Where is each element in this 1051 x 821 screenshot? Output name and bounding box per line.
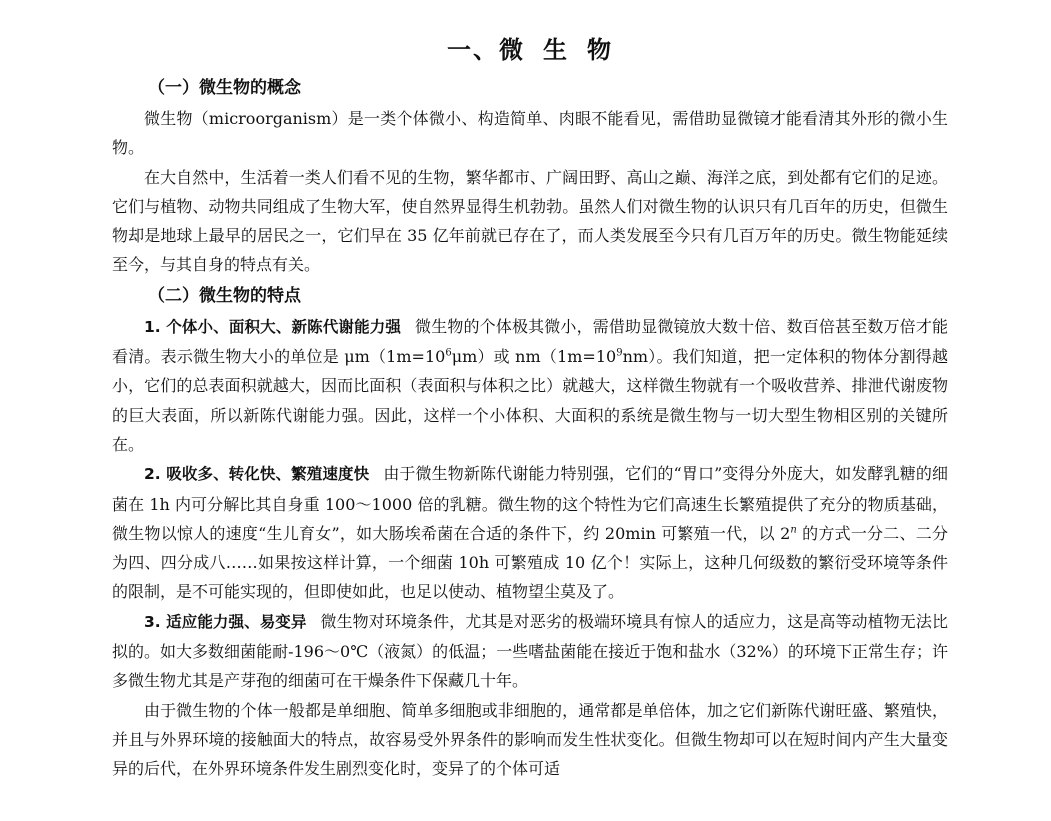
feature-1-exponent-2: 9 [616, 347, 623, 359]
feature-2-exponent: n [790, 524, 797, 536]
paragraph-variation: 由于微生物的个体一般都是单细胞、简单多细胞或非细胞的，通常都是单倍体，加之它们新陈代谢旺盛、繁殖快，并且与外界环境的接触面大的特点，故容易受外界条件的影响而发生性状变化。但微生物却可以在短时间内产生大量变异的后代，在外界环境条件发生剧烈变化时，变异了的个体可适 [112, 700, 948, 779]
title-part-3: 物 [587, 35, 613, 64]
feature-1-lead: 1. 个体小、面积大、新陈代谢能力强 [144, 317, 402, 336]
title-part-1: 一、微 [447, 35, 525, 64]
paragraph-definition: 微生物（microorganism）是一类个体微小、构造简单、肉眼不能看见，需借助显微镜才能看清其外形的微小生物。 [112, 109, 948, 158]
title-part-2: 生 [543, 35, 569, 64]
paragraph-feature-3 [112, 607, 948, 696]
paragraph-feature-1 [112, 312, 948, 459]
paragraph-nature: 在大自然中，生活着一类人们看不见的生物，繁华都市、广阔田野、高山之巅、海洋之底，到处都有它们的足迹。它们与植物、动物共同组成了生物大军，使自然界显得生机勃勃。虽然人们对微生物的认识只有几百年的历史，但微生物却是地球上最早的居民之一，它们早在 35 亿年前就已存在了，而人类发展至今只有几百万年的历史。微生物能延续至今，与其自身的特点有关。 [112, 167, 948, 275]
feature-2-text-b: 的方式一分二、二分为四、四分成八……如果按这样计算，一个细菌 10h 可繁殖成 10 亿个！实际上，这种几何级数的繁衍受环境等条件的限制，是不可能实现的，但即使如此，也足以使动、植物望尘莫及了。 [112, 523, 948, 602]
chapter-title [112, 28, 948, 72]
feature-3-text: 微生物对环境条件，尤其是对恶劣的极端环境具有惊人的适应力，这是高等动植物无法比拟的。如大多数细菌能耐-196～0℃（液氮）的低温；一些嗜盐菌能在接近于饱和盐水（32%）的环境下正常生存；许多微生物尤其是产芽孢的细菌可在干燥条件下保藏几十年。 [112, 611, 948, 691]
feature-3-lead: 3. 适应能力强、易变异 [144, 612, 307, 631]
section-heading-features: （二）微生物的特点 [148, 285, 301, 306]
feature-1-text-b: μm）或 nm（1m=10 [451, 347, 617, 367]
feature-2-text-a: 由于微生物新陈代谢能力特别强，它们的“胃口”变得分外庞大，如发酵乳糖的细菌在 1h 内可分解比其自身重 100～1000 倍的乳糖。微生物的这个特性为它们高速生长繁殖提供了充分的物质基础，微生物以惊人的速度“生儿育女”，如大肠埃希菌在合适的条件下，约 20min 可繁殖一代，以 2 [112, 464, 948, 543]
feature-1-text-c: nm）。我们知道，把一定体积的物体分割得越小，它们的总表面积就越大，因而比面积（表面积与体积之比）就越大，这样微生物就有一个吸收营养、排泄代谢废物的巨大表面，所以新陈代谢能力强。因此，这样一个小体积、大面积的系统是微生物与一切大型生物相区别的关键所在。 [112, 347, 948, 454]
document-page [112, 28, 948, 784]
section-heading-concept: （一）微生物的概念 [148, 78, 301, 98]
feature-2-lead: 2. 吸收多、转化快、繁殖速度快 [144, 465, 370, 484]
feature-1-text-a: 微生物的个体极其微小，需借助显微镜放大数十倍、数百倍甚至数万倍才能看清。表示微生物大小的单位是 μm（1m=10 [112, 316, 948, 367]
paragraph-feature-2 [112, 459, 948, 606]
feature-1-exponent-1: 6 [445, 347, 452, 359]
